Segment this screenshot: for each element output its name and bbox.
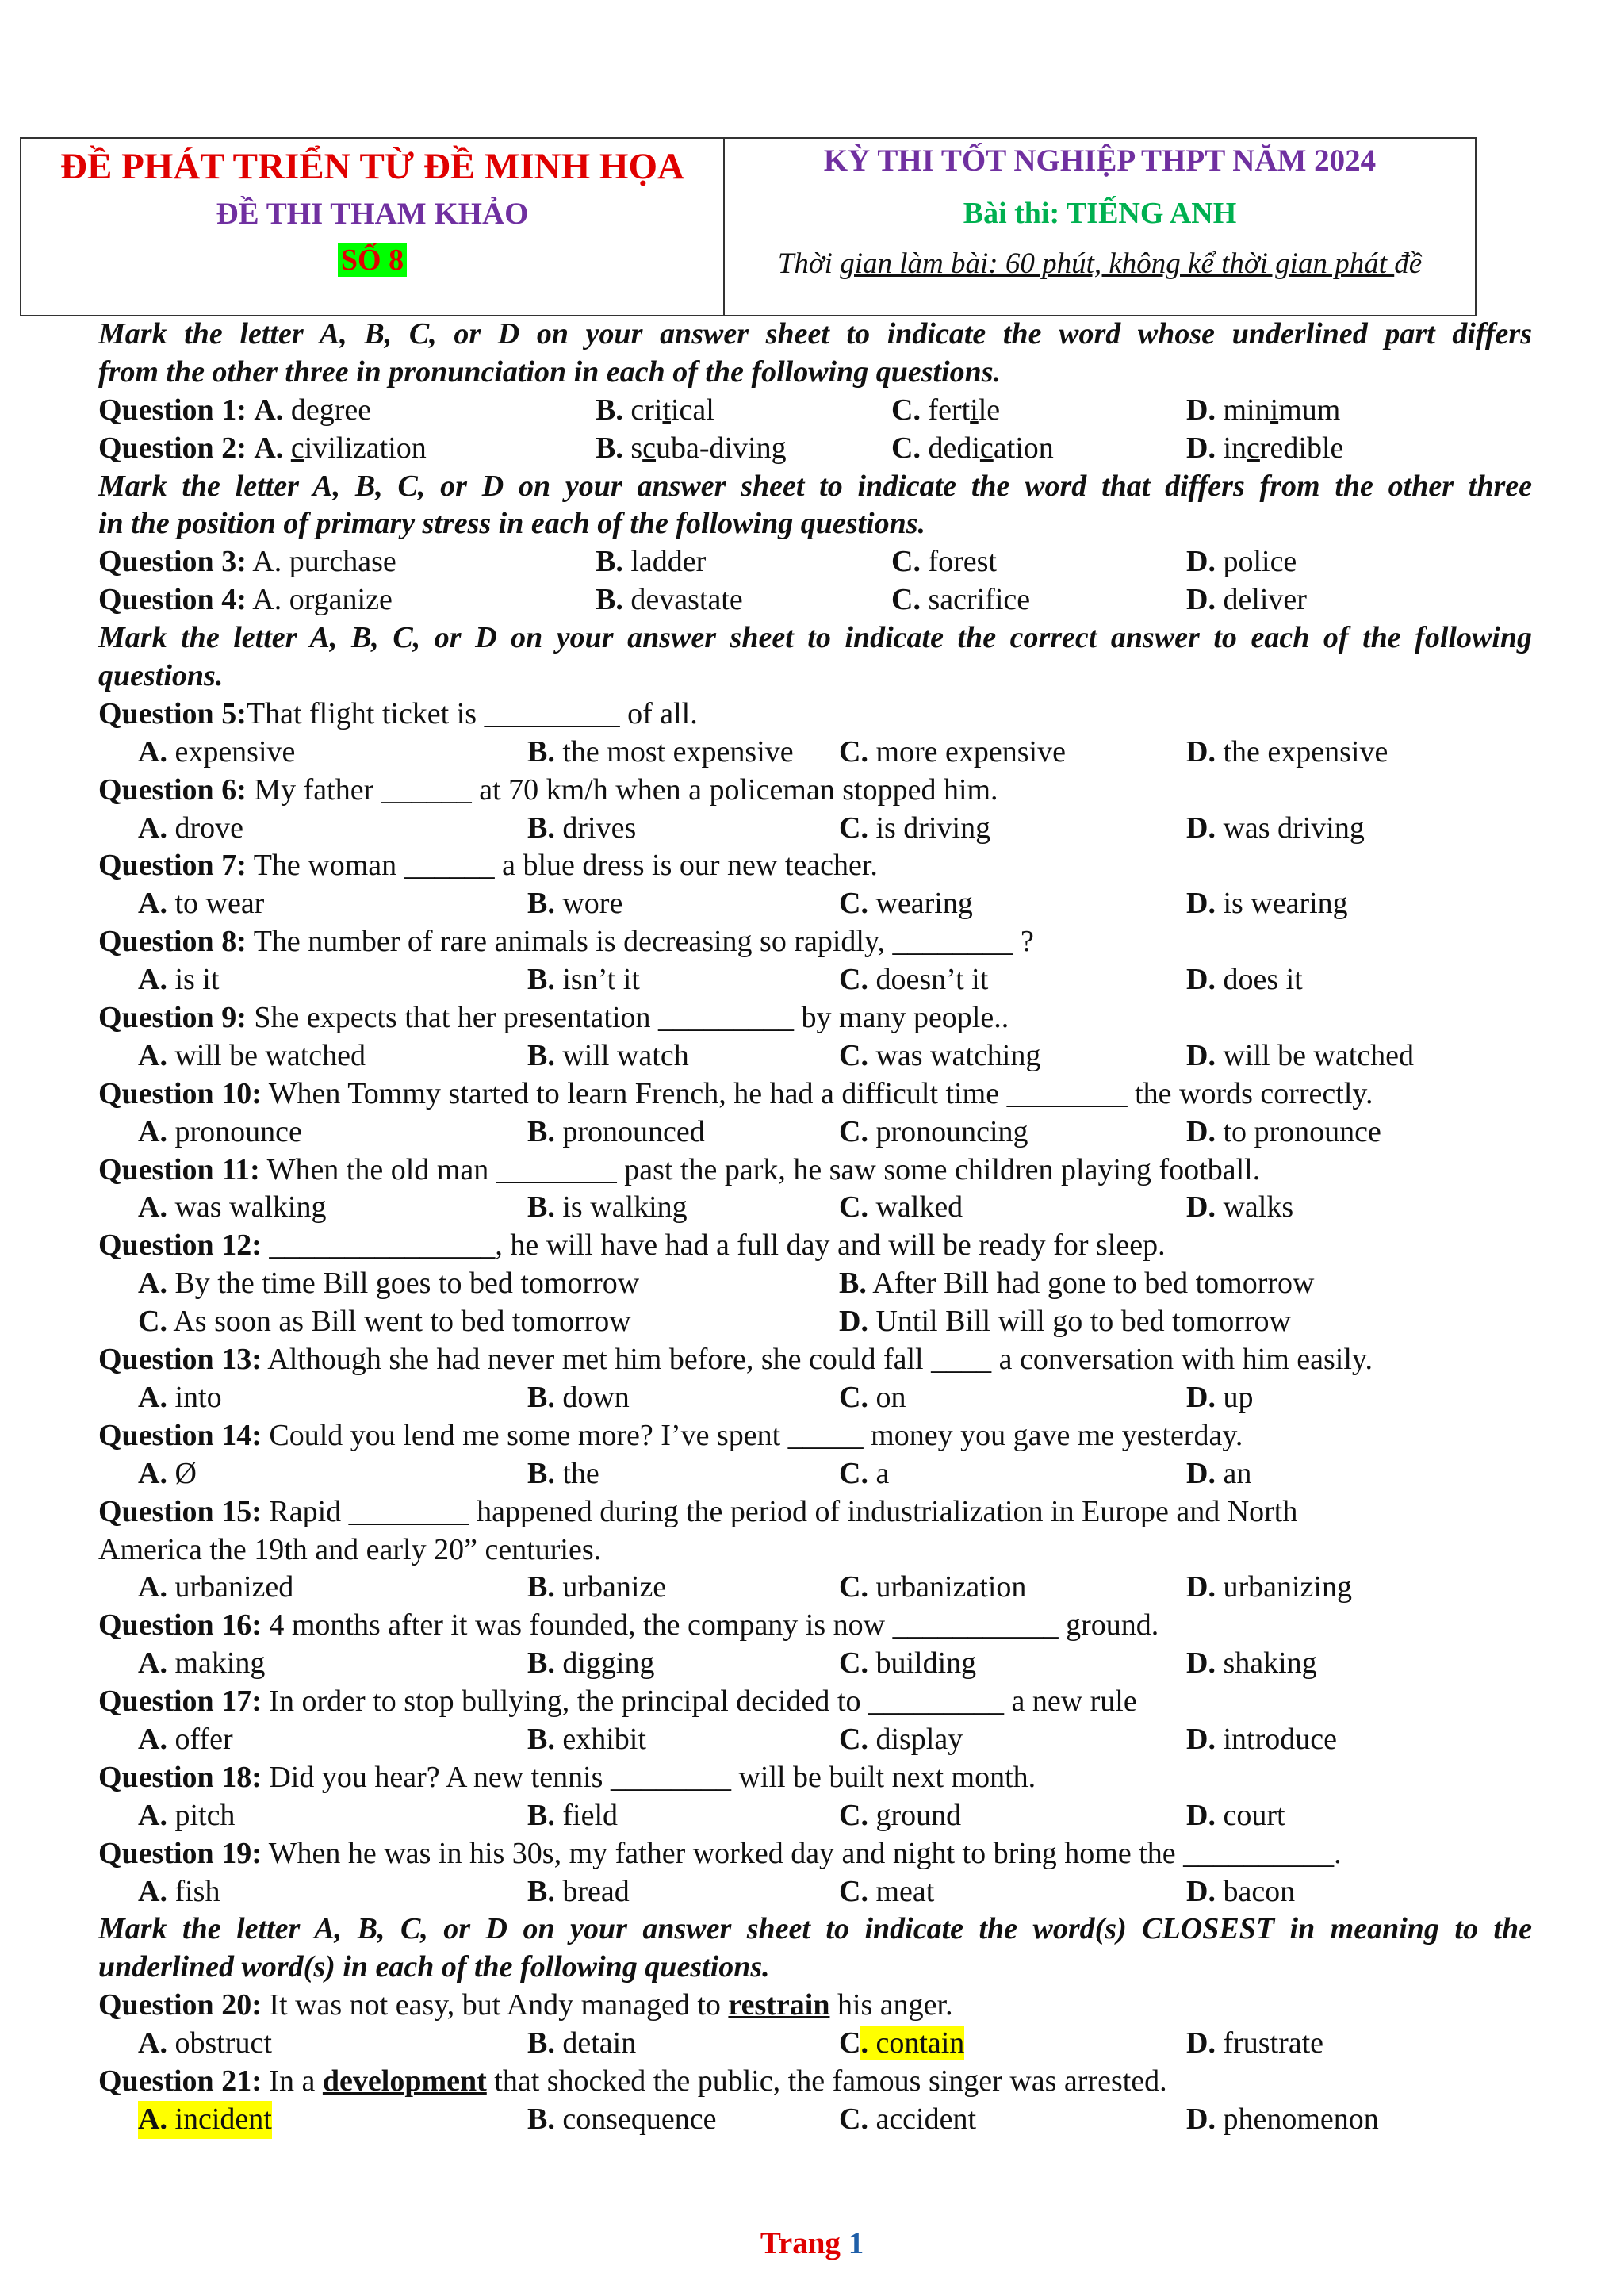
question-15-stem: Question 15: Rapid ________ happened during the period of industrialization in Europe and North: [98, 1494, 1298, 1528]
page-number: 1: [848, 2226, 864, 2260]
question-17-options: A. offer B. exhibit C. display D. introduce: [138, 1722, 1337, 1756]
question-3: Question 3: A. purchase B. ladder C. forest D. police: [98, 545, 1297, 579]
header-right-cell: [725, 139, 1475, 315]
question-11-stem: Question 11: When the old man ________ past the park, he saw some children playing football.: [98, 1152, 1261, 1186]
page-footer: [0, 2225, 1624, 2261]
question-21-stem: Question 21: In a development that shocked the public, the famous singer was arrested.: [98, 2064, 1167, 2098]
exam-title: KỲ THI TỐT NGHIỆP THPT NĂM 2024: [823, 144, 1377, 178]
question-14-stem: Question 14: Could you lend me some more? I’ve spent _____ money you gave me yesterday.: [98, 1418, 1243, 1452]
question-13-options: A. into B. down C. on D. up: [138, 1380, 1254, 1414]
instruction-1-cont: from the other three in pronunciation in each of the following questions.: [98, 355, 1002, 389]
question-8-stem: Question 8: The number of rare animals is decreasing so rapidly, ________ ?: [98, 925, 1034, 959]
question-20-options: A. obstruct B. detain C. contain D. frustrate: [138, 2026, 1324, 2060]
exam-number-badge: SỐ 8: [338, 243, 407, 277]
question-18-options: A. pitch B. field C. ground D. court: [138, 1798, 1285, 1832]
question-10-stem: Question 10: When Tommy started to learn French, he had a difficult time ________ the words correctly.: [98, 1076, 1373, 1110]
time-note: Thời gian làm bài: 60 phút, không kể thời gian phát đề: [777, 247, 1423, 280]
instruction-4-cont: underlined word(s) in each of the following questions.: [98, 1950, 770, 1984]
question-5-stem: Question 5:That flight ticket is _________ of all.: [98, 696, 698, 730]
exam-type: ĐỀ THI THAM KHẢO: [216, 197, 529, 231]
subject-title: Bài thi: TIẾNG ANH: [963, 197, 1237, 230]
question-12-stem: Question 12: _______________, he will have had a full day and will be ready for sleep.: [98, 1228, 1166, 1263]
question-11-options: A. was walking B. is walking C. walked D. walks: [138, 1190, 1294, 1225]
question-7-stem: Question 7: The woman ______ a blue dress is our new teacher.: [98, 849, 878, 883]
header-left-cell: [21, 139, 725, 315]
question-8-options: A. is it B. isn’t it C. doesn’t it D. does it: [138, 963, 1303, 997]
question-9-options: A. will be watched B. will watch C. was watching D. will be watched: [138, 1038, 1415, 1072]
question-14-options: A. Ø B. the C. a D. an: [138, 1456, 1252, 1490]
page-label: Trang: [760, 2226, 841, 2260]
underlined-word: development: [322, 2064, 487, 2098]
question-4: Question 4: A. organize B. devastate C. sacrifice D. deliver: [98, 583, 1307, 617]
question-12-options-cd: C. As soon as Bill went to bed tomorrow D. Until Bill will go to bed tomorrow: [138, 1305, 1291, 1339]
source-title: ĐỀ PHÁT TRIỂN TỪ ĐỀ MINH HỌA: [60, 146, 684, 187]
question-17-stem: Question 17: In order to stop bullying, the principal decided to _________ a new rule: [98, 1685, 1137, 1719]
question-12-options-ab: A. By the time Bill goes to bed tomorrow B. After Bill had gone to bed tomorrow: [138, 1267, 1315, 1301]
question-6-stem: Question 6: My father ______ at 70 km/h when a policeman stopped him.: [98, 772, 998, 807]
instruction-3-cont: questions.: [98, 659, 224, 693]
question-19-options: A. fish B. bread C. meat D. bacon: [138, 1874, 1296, 1908]
question-13-stem: Question 13: Although she had never met him before, she could fall ____ a conversation with him easily.: [98, 1343, 1373, 1377]
instruction-3: Mark the letter A, B, C, or D on your answer sheet to indicate the correct answer to each of the following: [98, 621, 1532, 655]
question-6-options: A. drove B. drives C. is driving D. was driving: [138, 811, 1365, 845]
question-20-stem: Question 20: It was not easy, but Andy managed to restrain his anger.: [98, 1988, 953, 2022]
instruction-2-cont: in the position of primary stress in each of the following questions.: [98, 507, 926, 541]
question-1: Question 1: A. degree B. critical C. fertile D. minimum: [98, 393, 1341, 427]
exam-header: [20, 137, 1477, 316]
question-21-options: A. incident B. consequence C. accident D. phenomenon: [98, 2101, 1532, 2139]
highlighted-answer: A. incident: [138, 2101, 272, 2139]
question-7-options: A. to wear B. wore C. wearing D. is wearing: [138, 887, 1348, 921]
question-16-options: A. making B. digging C. building D. shaking: [138, 1646, 1317, 1681]
question-9-stem: Question 9: She expects that her presentation _________ by many people..: [98, 1001, 1009, 1035]
question-2: Question 2: A. civilization B. scuba-diving C. dedication D. incredible: [98, 431, 1344, 465]
question-18-stem: Question 18: Did you hear? A new tennis ________ will be built next month.: [98, 1760, 1036, 1794]
question-10-options: A. pronounce B. pronounced C. pronouncing D. to pronounce: [138, 1114, 1381, 1148]
instruction-1: Mark the letter A, B, C, or D on your answer sheet to indicate the word whose underlined part differs: [98, 317, 1532, 351]
question-19-stem: Question 19: When he was in his 30s, my father worked day and night to bring home the __________.: [98, 1836, 1342, 1870]
question-16-stem: Question 16: 4 months after it was founded, the company is now ___________ ground.: [98, 1608, 1159, 1642]
question-5-options: A. expensive B. the most expensive C. more expensive D. the expensive: [138, 734, 1388, 769]
question-15-stem-cont: America the 19th and early 20” centuries.: [98, 1532, 602, 1566]
underlined-word: restrain: [728, 1988, 830, 2022]
question-content: [98, 316, 1532, 2139]
instruction-2: Mark the letter A, B, C, or D on your answer sheet to indicate the word that differs from the other three: [98, 469, 1532, 503]
instruction-4: Mark the letter A, B, C, or D on your answer sheet to indicate the word(s) CLOSEST in meaning to the: [98, 1912, 1532, 1946]
question-15-options: A. urbanized B. urbanize C. urbanization D. urbanizing: [138, 1570, 1352, 1604]
highlighted-answer: . contain: [860, 2026, 965, 2060]
